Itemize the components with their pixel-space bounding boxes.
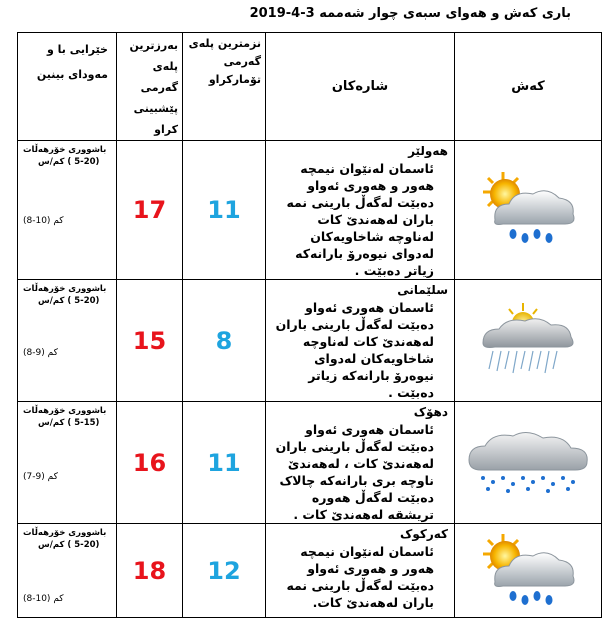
sun-cloud-rain-icon: [473, 530, 583, 608]
weather-icon-cell: [455, 280, 602, 402]
visibility: (8-10) کم: [23, 216, 64, 226]
city-cell: [266, 141, 455, 280]
visibility: (8-10) کم: [23, 594, 64, 604]
visibility: (7-9) کم: [23, 472, 58, 482]
city-description: ئاسمان هەوری ئەواو دەبێت لەگەڵ بارینی باران لەهەندێ کات ، لەهەندێ ناوچە بری بارانەکە چالاک دەبێت لەگەڵ هەورە تریشقە لەهەندێ کات .: [275, 422, 434, 522]
wind-direction: باشووری خۆرهەڵات: [23, 284, 107, 294]
city-cell: [266, 402, 455, 524]
weather-icon-cell: [455, 402, 602, 524]
city-name: کەرکوک: [400, 527, 448, 541]
wind-direction: باشووری خۆرهەڵات: [23, 406, 107, 416]
city-name: هەولێر: [408, 144, 448, 158]
wind-speed: (5-15 ) کم/س: [38, 418, 100, 428]
city-cell: [266, 524, 455, 618]
max-temp: 15: [117, 280, 183, 402]
table-row: [18, 141, 602, 280]
city-description: ئاسمان لەنێوان نیمچە هەور و هەوری ئەواو دەبێت لەگەڵ بارینی نمە باران لەهەندێ کات.: [286, 544, 434, 610]
table-row: [18, 402, 602, 524]
wind-direction: باشووری خۆرهەڵات: [23, 145, 107, 155]
header-weather: کەش: [455, 33, 602, 141]
city-name: دهۆک: [413, 405, 448, 419]
min-temp: 12: [183, 524, 266, 618]
weather-icon-cell: [455, 141, 602, 280]
max-temp: 18: [117, 524, 183, 618]
wind-cell: [18, 402, 117, 524]
header-min-temp: نزمترین پلەی گەرمی تۆمارکراو: [183, 33, 266, 141]
header-cities: شارەکان: [266, 33, 455, 141]
min-temp: 8: [183, 280, 266, 402]
wind-cell: [18, 280, 117, 402]
forecast-table: [17, 32, 602, 618]
city-cell: [266, 280, 455, 402]
header-wind: خێرایی با و مەودای بینین: [18, 33, 117, 141]
min-temp: 11: [183, 402, 266, 524]
wind-direction: باشووری خۆرهەڵات: [23, 528, 107, 538]
page-title: باری کەش و هەوای سبەی چوار شەممە 3-4-2019: [249, 6, 571, 21]
min-temp: 11: [183, 141, 266, 280]
visibility: (8-9) کم: [23, 348, 58, 358]
weather-icon-cell: [455, 524, 602, 618]
city-name: سلێمانی: [397, 283, 448, 297]
max-temp: 16: [117, 402, 183, 524]
sun-cloud-heavy-rain-icon: [473, 299, 583, 379]
table-row: [18, 280, 602, 402]
wind-speed: (5-20 ) کم/س: [38, 157, 100, 167]
sun-cloud-rain-icon: [473, 168, 583, 248]
city-description: ئاسمان لەنێوان نیمچە هەور و هەوری ئەواو دەبێت لەگەڵ بارینی نمە باران لەهەندێ کات لەناوچە شاخاویەکان لەدوای نیوەرۆ بارانەکە زیاتر دەبێت .: [286, 161, 434, 278]
max-temp: 17: [117, 141, 183, 280]
cloud-rain-icon: [463, 426, 593, 496]
wind-cell: [18, 524, 117, 618]
city-description: ئاسمان هەوری ئەواو دەبێت لەگەڵ بارینی باران لەهەندێ کات لەناوچە شاخاویەکان لەدوای نیوەرۆ بارانەکە زیاتر دەبێت .: [275, 300, 434, 400]
wind-speed: (5-20 ) کم/س: [38, 296, 100, 306]
wind-cell: [18, 141, 117, 280]
wind-speed: (5-20 ) کم/س: [38, 540, 100, 550]
table-row: [18, 524, 602, 618]
header-max-temp: بەرزترین پلەی گەرمی پێشبینی کراو: [117, 33, 183, 141]
header-row: [18, 33, 602, 141]
